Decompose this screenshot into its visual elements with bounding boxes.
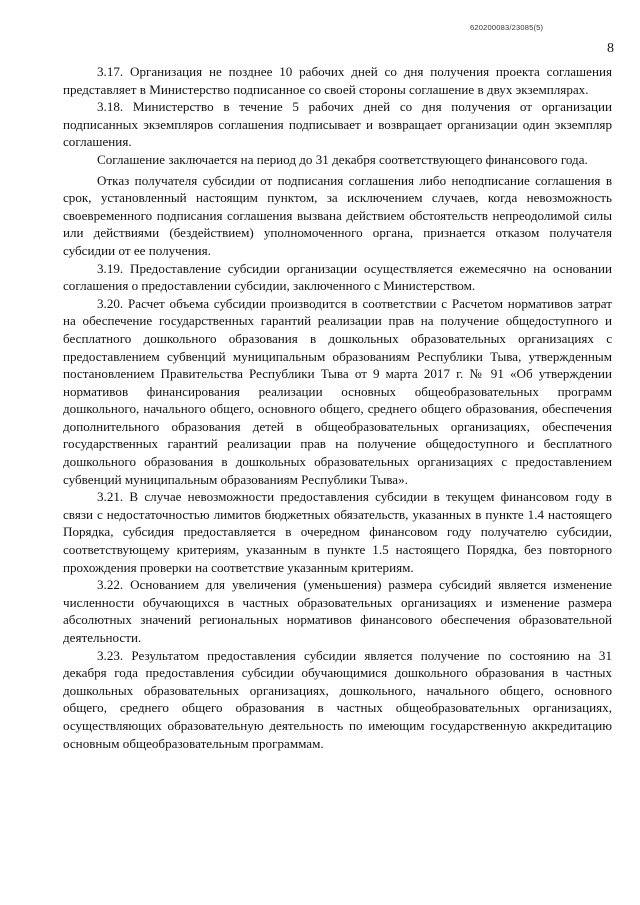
page-number: 8 <box>607 41 614 56</box>
paragraph-3-18: 3.18. Министерство в течение 5 рабочих дней со дня получения от организации подписанных экземпляров соглашения подписывает и возвращает организации один экземпляр соглашения. <box>63 99 612 150</box>
paragraph-3-17: 3.17. Организация не позднее 10 рабочих дней со дня получения проекта соглашения представляет в Министерство подписанное со своей стороны соглашение в двух экземплярах. <box>63 64 612 97</box>
paragraph-3-23: 3.23. Результатом предоставления субсидии является получение по состоянию на 31 декабря года предоставления субсидии обучающимися дошкольного образования в частных дошкольных образовательных организациях, дошкольного, начального общего, основного общего, среднего общего образования в частных общеобразовательных организациях, осуществляющих образовательную деятельность по имеющим государственную аккредитацию основным общеобразовательным программам. <box>63 647 612 751</box>
document-code: 620200083/23085(5) <box>470 23 544 32</box>
document-body <box>63 63 612 752</box>
paragraph-3-20: 3.20. Расчет объема субсидии производится в соответствии с Расчетом нормативов затрат на обеспечение государственных гарантий реализации прав на получение общедоступного и бесплатного дошкольного образования в дошкольных образовательных организациях с предоставлением субвенций муниципальным образованиям Республики Тыва, утвержденным постановлением Правительства Республики Тыва от 9 марта 2017 г. № 91 «Об утверждении нормативов финансирования реализации основных общеобразовательных программ дошкольного, начального общего, основного общего, среднего общего образования, обеспечения дополнительного образования детей в общеобразовательных организациях, обеспечения государственных гарантий реализации прав на получение общедоступного и бесплатного дошкольного образования в дошкольных образовательных организациях с предоставлением субвенций муниципальным образованиям Республики Тыва». <box>63 295 612 487</box>
paragraph-3-22: 3.22. Основанием для увеличения (уменьшения) размера субсидий является изменение численности обучающихся в частных образовательных организациях и изменение размера абсолютных значений региональных нормативов финансового обеспечения образовательной деятельности. <box>63 577 612 645</box>
paragraph-refusal: Отказ получателя субсидии от подписания соглашения либо неподписание соглашения в срок, установленный настоящим пунктом, за исключением случаев, когда невозможность своевременного подписания соглашения вызвана действием обстоятельств непреодолимой силы или действиями (бездействием) уполномоченного органа, признается отказом получателя субсидии от ее получения. <box>63 172 612 258</box>
paragraph-3-21: 3.21. В случае невозможности предоставления субсидии в текущем финансовом году в связи с недостаточностью лимитов бюджетных обязательств, указанных в пункте 1.4 настоящего Порядка, субсидия предоставляется в очередном финансовом году получателю субсидии, соответствующему критериям, указанным в пункте 1.5 настоящего Порядка, без повторного прохождения проверки на соответствие указанным критериям. <box>63 489 612 575</box>
paragraph-3-19: 3.19. Предоставление субсидии организации осуществляется ежемесячно на основании соглашения о предоставлении субсидии, заключенного с Министерством. <box>63 260 612 294</box>
paragraph-agreement-period: Соглашение заключается на период до 31 декабря соответствующего финансового года. <box>97 151 588 167</box>
